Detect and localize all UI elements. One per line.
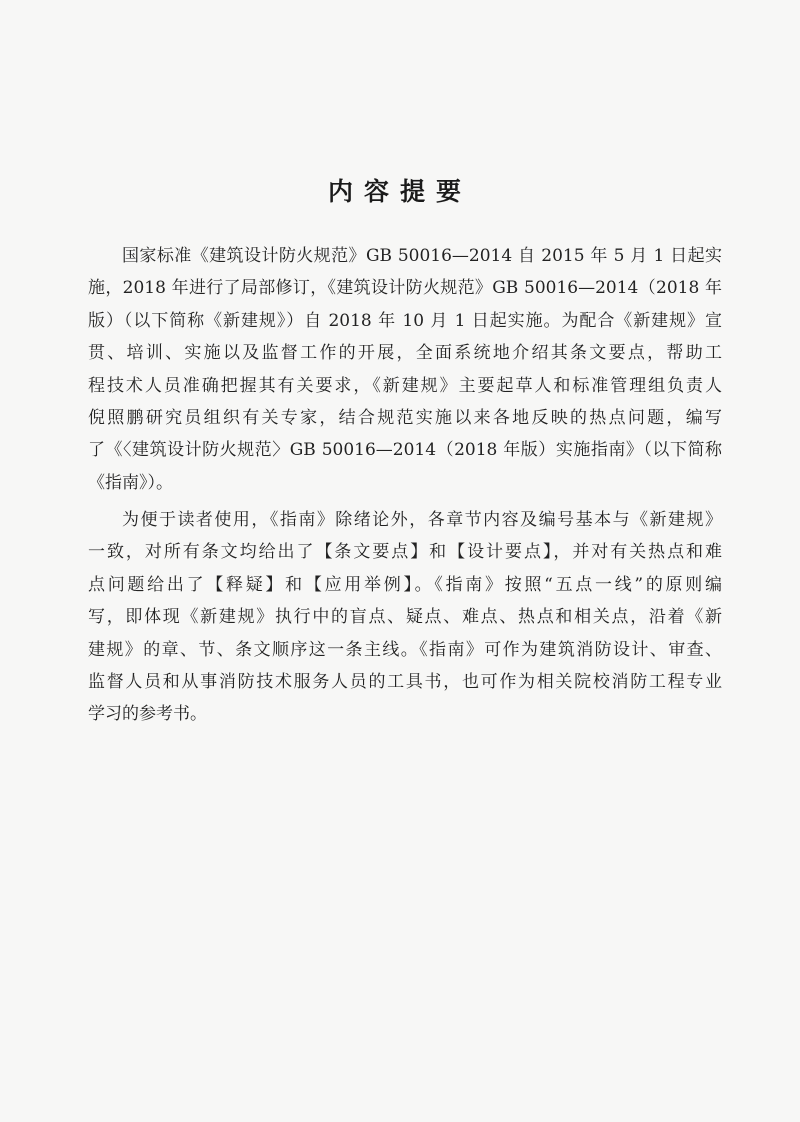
text-line: 了《〈建筑设计防火规范〉GB 50016—2014（2018 年版）实施指南》（以下简称 xyxy=(88,440,722,461)
text-line: 点问题给出了【释疑】和【应用举例】。《指南》按照“五点一线”的原则编 xyxy=(88,574,722,595)
text-line: 程技术人员准确把握其有关要求，《新建规》主要起草人和标准管理组负责人 xyxy=(88,375,722,396)
text-line: 监督人员和从事消防技术服务人员的工具书，也可作为相关院校消防工程专业 xyxy=(88,671,722,692)
text-line: 贯、培训、实施以及监督工作的开展，全面系统地介绍其条文要点，帮助工 xyxy=(88,343,722,364)
summary-paragraph-1 xyxy=(88,240,722,499)
text-line: 写，即体现《新建规》执行中的盲点、疑点、难点、热点和相关点，沿着《新 xyxy=(88,607,722,628)
text-line: 为便于读者使用，《指南》除绪论外，各章节内容及编号基本与《新建规》 xyxy=(122,510,722,530)
text-line: 国家标准《建筑设计防火规范》GB 50016—2014 自 2015 年 5 月 1 日起实 xyxy=(122,246,722,266)
text-line: 学习的参考书。 xyxy=(88,704,207,725)
text-line: 《指南》）。 xyxy=(88,472,173,493)
summary-paragraph-2 xyxy=(88,504,722,731)
text-line: 施，2018 年进行了局部修订，《建筑设计防火规范》GB 50016—2014（2018 年 xyxy=(88,278,722,299)
text-line: 一致，对所有条文均给出了【条文要点】和【设计要点】，并对有关热点和难 xyxy=(88,542,722,563)
text-line: 倪照鹏研究员组织有关专家，结合规范实施以来各地反映的热点问题，编写 xyxy=(88,407,722,428)
text-line: 版）（以下简称《新建规》）自 2018 年 10 月 1 日起实施。为配合《新建规》宣 xyxy=(88,310,722,331)
page-title: 内容提要 xyxy=(327,177,472,206)
text-line: 建规》的章、节、条文顺序这一条主线。《指南》可作为建筑消防设计、审查、 xyxy=(88,639,722,660)
